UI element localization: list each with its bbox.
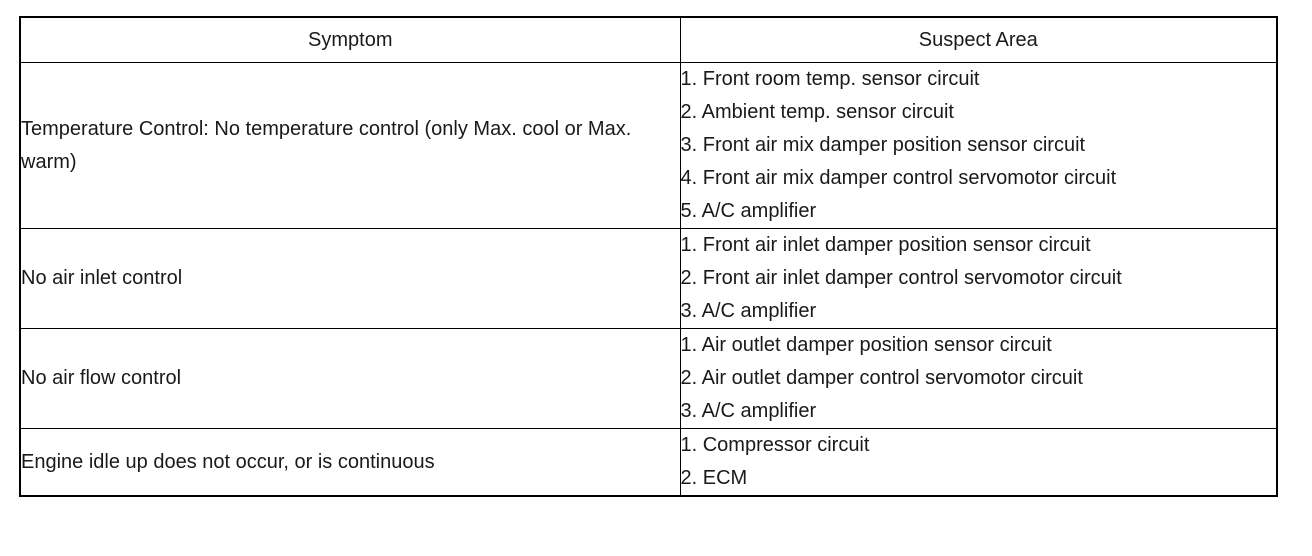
symptom-cell: No air inlet control bbox=[20, 229, 680, 329]
column-header-suspect-area: Suspect Area bbox=[680, 17, 1277, 63]
suspect-area-item: 1. Air outlet damper position sensor circuit bbox=[680, 334, 1052, 356]
suspect-area-cell bbox=[680, 63, 1277, 229]
symptom-cell: Temperature Control: No temperature control (only Max. cool or Max. warm) bbox=[20, 63, 680, 229]
diagnosis-table bbox=[19, 16, 1278, 497]
suspect-area-item: 1. Compressor circuit bbox=[680, 434, 870, 456]
table-row bbox=[20, 329, 1277, 429]
suspect-area-item: 5. A/C amplifier bbox=[680, 200, 817, 222]
suspect-area-item: 1. Front air inlet damper position sensor circuit bbox=[680, 234, 1091, 256]
column-header-symptom: Symptom bbox=[20, 17, 680, 63]
suspect-area-item: 3. A/C amplifier bbox=[680, 400, 817, 422]
suspect-area-cell bbox=[680, 429, 1277, 497]
suspect-area-item: 4. Front air mix damper control servomotor circuit bbox=[680, 167, 1117, 189]
suspect-area-item: 2. ECM bbox=[680, 467, 748, 489]
symptom-cell: No air flow control bbox=[20, 329, 680, 429]
table-row bbox=[20, 63, 1277, 229]
suspect-area-item: 2. Air outlet damper control servomotor circuit bbox=[680, 367, 1083, 389]
table-row bbox=[20, 429, 1277, 497]
suspect-area-item: 3. Front air mix damper position sensor circuit bbox=[680, 134, 1086, 156]
suspect-area-item: 3. A/C amplifier bbox=[680, 300, 817, 322]
suspect-area-cell bbox=[680, 229, 1277, 329]
table-row bbox=[20, 229, 1277, 329]
header-row bbox=[20, 17, 1277, 63]
suspect-area-cell bbox=[680, 329, 1277, 429]
suspect-area-item: 1. Front room temp. sensor circuit bbox=[680, 68, 980, 90]
symptom-cell: Engine idle up does not occur, or is continuous bbox=[20, 429, 680, 497]
suspect-area-item: 2. Ambient temp. sensor circuit bbox=[680, 101, 954, 123]
suspect-area-item: 2. Front air inlet damper control servomotor circuit bbox=[680, 267, 1122, 289]
